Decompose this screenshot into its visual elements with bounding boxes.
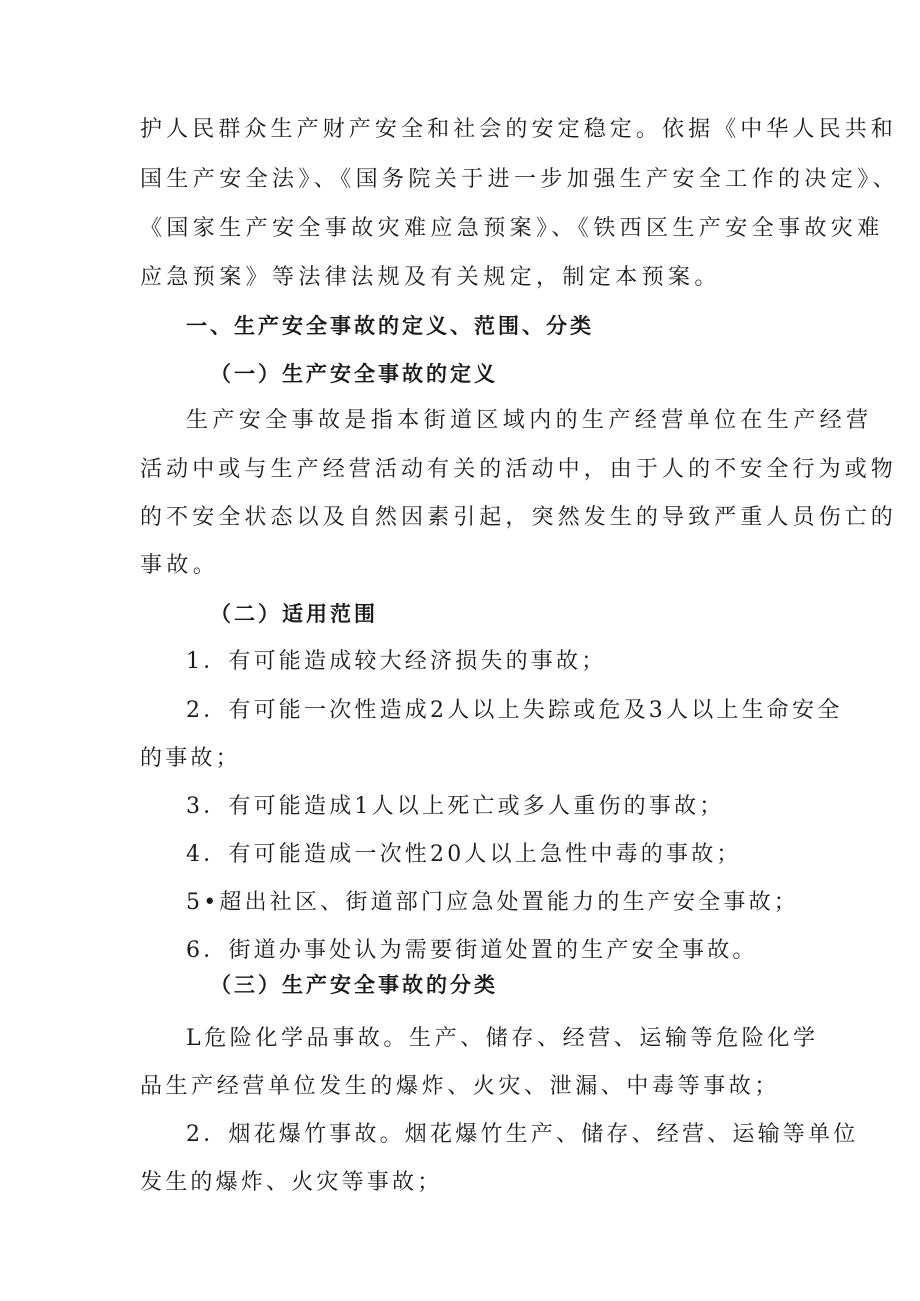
scope-item-4: 4．有可能造成一次性20人以上急性中毒的事故； xyxy=(186,842,742,867)
definition-line-1: 生产安全事故是指本街道区域内的生产经营单位在生产经营 xyxy=(186,408,873,433)
classification-item-2: 2．烟花爆竹事故。烟花爆竹生产、储存、经营、运输等单位 xyxy=(186,1122,859,1147)
definition-line-4: 事故。 xyxy=(140,553,220,578)
intro-line-2: 国生产安全法》、《国务院关于进一步加强生产安全工作的决定》、 xyxy=(140,167,900,192)
intro-line-4: 应急预案》等法律法规及有关规定，制定本预案。 xyxy=(140,265,721,290)
scope-item-2: 2．有可能一次性造成2人以上失踪或危及3人以上生命安全 xyxy=(186,698,843,723)
subsection-heading-classification: （三）生产安全事故的分类 xyxy=(210,973,498,997)
classification-item-2-cont: 发生的爆炸、火灾等事故； xyxy=(140,1170,443,1195)
scope-item-2-cont: 的事故； xyxy=(140,746,241,771)
scope-item-1: 1．有可能造成较大经济损失的事故； xyxy=(186,649,607,674)
definition-line-3: 的不安全状态以及自然因素引起，突然发生的导致严重人员伤亡的 xyxy=(140,505,897,530)
subsection-heading-definition: （一）生产安全事故的定义 xyxy=(210,362,498,386)
intro-line-3: 《国家生产安全事故灾难应急预案》、《铁西区生产安全事故灾难 xyxy=(140,216,884,241)
definition-line-2: 活动中或与生产经营活动有关的活动中，由于人的不安全行为或物 xyxy=(140,457,897,482)
scope-item-5: 5•超出社区、街道部门应急处置能力的生产安全事故； xyxy=(186,890,799,915)
subsection-heading-scope: （二）适用范围 xyxy=(210,602,378,626)
classification-item-1-cont: 品生产经营单位发生的爆炸、火灾、泄漏、中毒等事故； xyxy=(140,1074,781,1099)
intro-line-1: 护人民群众生产财产安全和社会的安定稳定。依据《中华人民共和 xyxy=(140,117,897,142)
section-heading: 一、生产安全事故的定义、范围、分类 xyxy=(186,314,594,338)
scope-item-3: 3．有可能造成1人以上死亡或多人重伤的事故； xyxy=(186,794,725,819)
classification-item-1: L危险化学品事故。生产、储存、经营、运输等危险化学 xyxy=(186,1026,819,1051)
scope-item-6: 6．街道办事处认为需要街道处置的生产安全事故。 xyxy=(186,938,758,963)
